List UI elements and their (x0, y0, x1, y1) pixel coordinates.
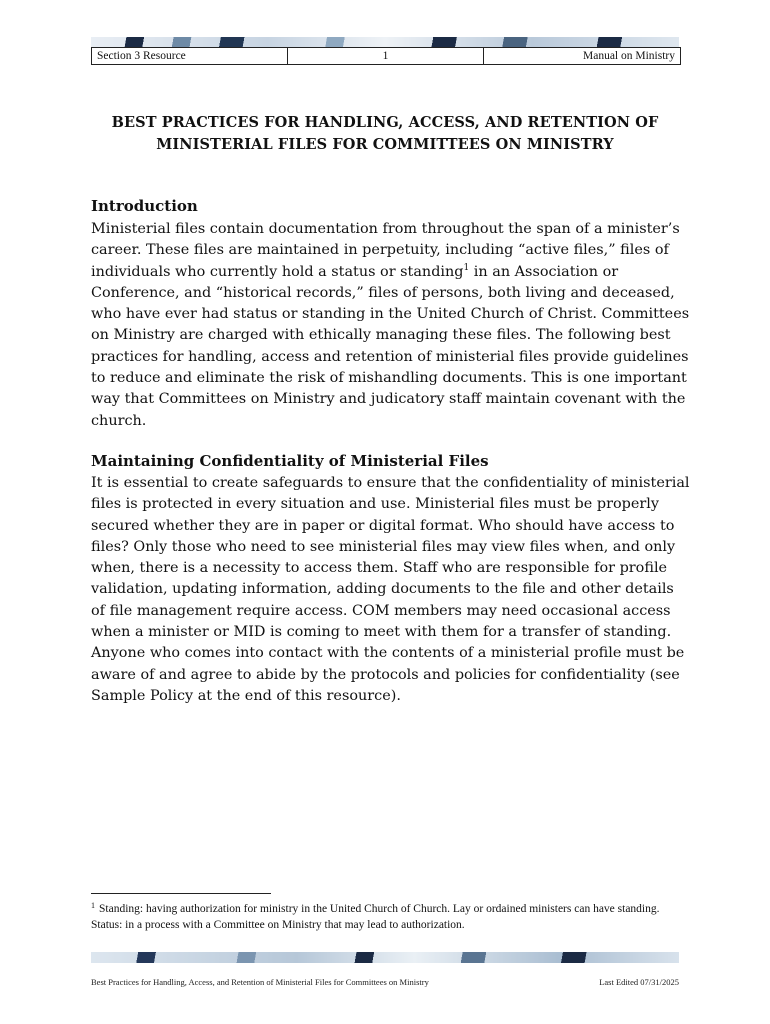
footnote (91, 901, 681, 933)
footer-decorative-band (91, 952, 679, 963)
header-manual-title: Manual on Ministry (583, 50, 675, 62)
introduction-text-part-1: Ministerial files contain documentation from throughout the span of a minister’s career. These files are maintained in perpetuity, including “active files,” files of individuals who currently hold a status or standing (91, 221, 680, 280)
footnote-reference[interactable]: 1 (463, 262, 470, 273)
confidentiality-heading: Maintaining Confidentiality of Ministerial Files (91, 452, 489, 470)
header-section: Section 3 Resource (92, 48, 288, 64)
confidentiality-paragraph: It is essential to create safeguards to ensure that the confidentiality of ministerial files is protected in every situation and use. Ministerial files must be properly secured whether they are in paper or digital format. Who should have access to files? Only those who need to see ministerial files may view files when, and only when, there is a necessity to access them. Staff who are responsible for profile validation, updating information, adding documents to the file and other details of file management require access. COM members may need occasional access when a minister or MID is coming to meet with them for a transfer of standing. Anyone who comes into contact with the contents of a ministerial profile must be aware of and agree to abide by the protocols and policies for confidentiality (see Sample Policy at the end of this resource). (91, 475, 690, 704)
footer-last-edited: Last Edited 07/31/2025 (599, 977, 679, 987)
footnote-text: Standing: having authorization for ministry in the United Church of Church. Lay or ordained ministers can have standing. Status: in a process with a Committee on Ministry that may lead to authorization. (91, 903, 660, 931)
page-header-table (91, 47, 681, 65)
header-page-number: 1 (288, 48, 484, 64)
title-line-2: MINISTERIAL FILES FOR COMMITTEES ON MINISTRY (156, 136, 614, 153)
page-footer (91, 977, 679, 987)
document-title (91, 112, 679, 156)
footer-document-title: Best Practices for Handling, Access, and Retention of Ministerial Files for Committees on Ministry (91, 977, 429, 987)
footnote-divider (91, 893, 271, 894)
title-line-1: BEST PRACTICES FOR HANDLING, ACCESS, AND RETENTION OF (111, 114, 659, 131)
introduction-text-part-2: in an Association or Conference, and “historical records,” files of persons, both living and deceased, who have ever had status or standing in the United Church of Christ. Committees on Ministry are charged with ethically managing these files. The following best practices for handling, access and retention of ministerial files provide guidelines to reduce and eliminate the risk of mishandling documents. This is one important way that Committees on Ministry and judicatory staff maintain covenant with the church. (91, 263, 690, 429)
footnote-marker: 1 (91, 901, 95, 910)
introduction-heading: Introduction (91, 197, 198, 215)
introduction-paragraph (91, 219, 691, 432)
